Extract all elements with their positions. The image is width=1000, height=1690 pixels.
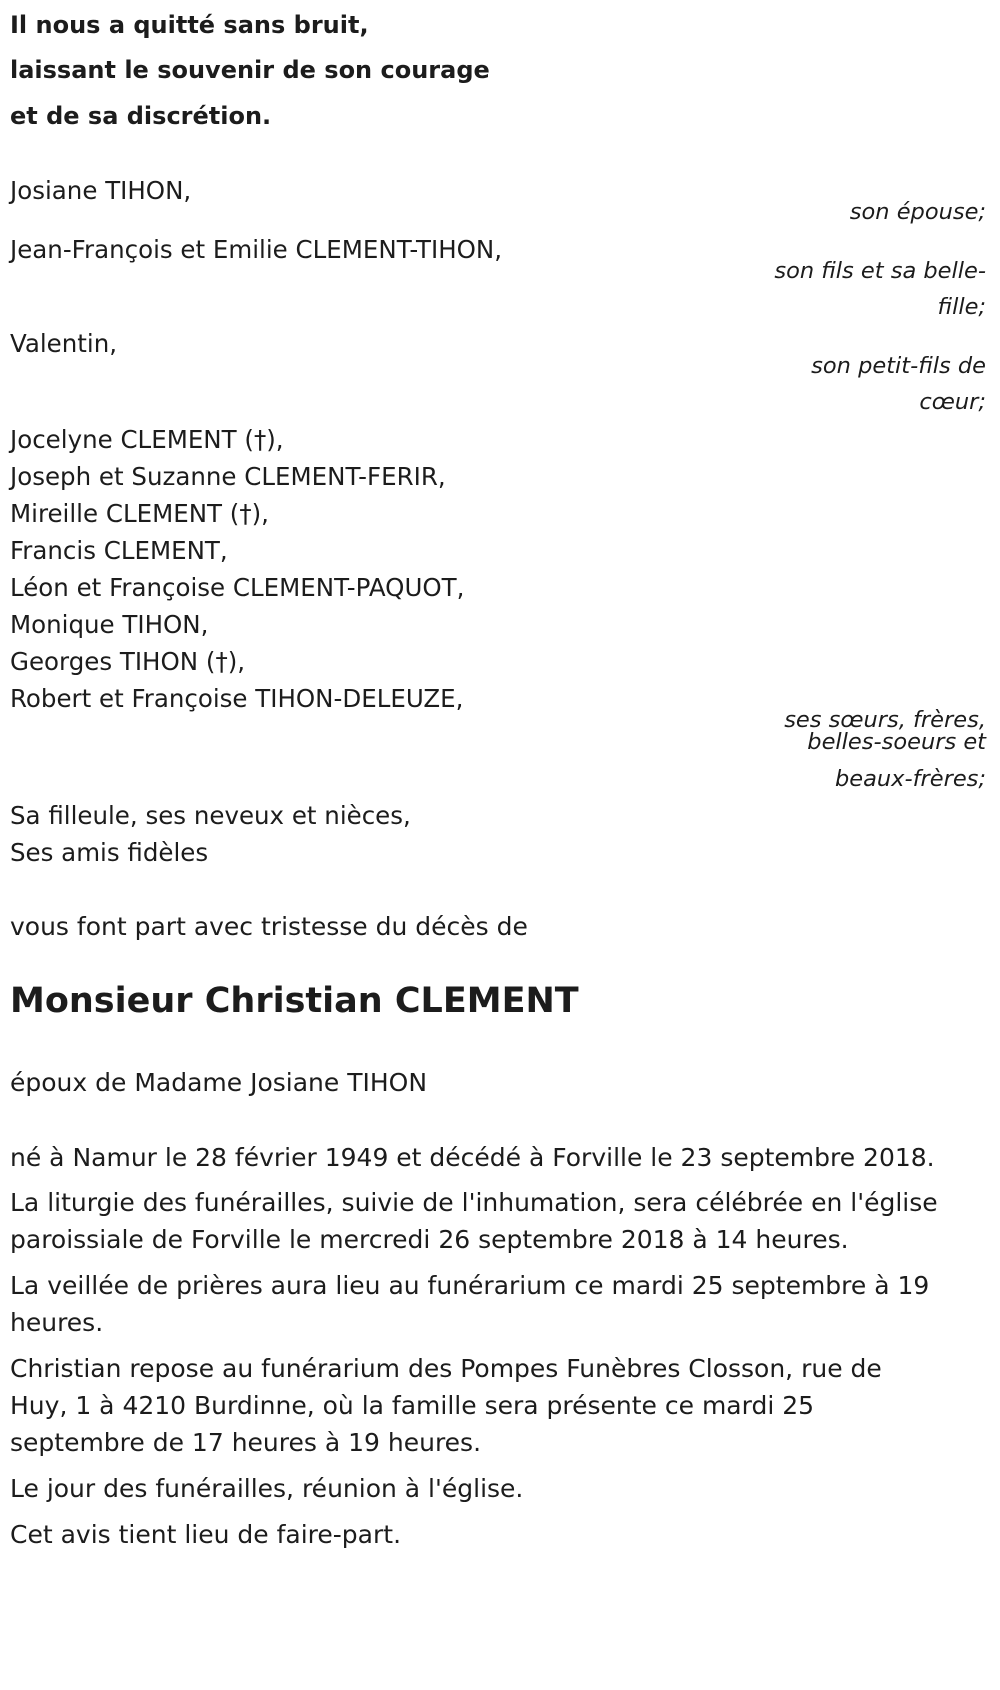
relationship-label: son petit-fils de [811,353,986,379]
announcement-text: vous font part avec tristesse du décès de [10,912,528,941]
sibling-name: Francis CLEMENT, [10,536,228,565]
sibling-name: Joseph et Suzanne CLEMENT-FERIR, [10,462,446,491]
sibling-name: Robert et Françoise TIHON-DELEUZE, [10,684,464,713]
epigraph-line: et de sa discrétion. [10,102,272,130]
deceased-name: Monsieur Christian CLEMENT [10,981,579,1021]
sibling-name: Georges TIHON (†), [10,647,246,676]
relationship-label: fille; [937,294,986,320]
details-line: heures. [10,1308,104,1337]
relationship-label: son fils et sa belle- [774,258,986,284]
relationship-label: son épouse; [849,199,986,225]
family-member-name: Sa filleule, ses neveux et nièces, [10,801,411,830]
details-line: Cet avis tient lieu de faire-part. [10,1520,402,1549]
epigraph-line: laissant le souvenir de son courage [10,56,490,84]
details-line: septembre de 17 heures à 19 heures. [10,1428,482,1457]
details-line: La veillée de prières aura lieu au funérarium ce mardi 25 septembre à 19 [10,1271,930,1300]
family-member-name: Jean-François et Emilie CLEMENT-TIHON, [10,235,503,264]
spouse-line: époux de Madame Josiane TIHON [10,1068,428,1097]
family-member-name: Valentin, [10,329,118,358]
details-line: La liturgie des funérailles, suivie de l'inhumation, sera célébrée en l'église [10,1188,938,1217]
family-member-name: Ses amis fidèles [10,838,209,867]
epigraph-line: Il nous a quitté sans bruit, [10,11,369,39]
details-line: paroissiale de Forville le mercredi 26 septembre 2018 à 14 heures. [10,1225,849,1254]
details-line: né à Namur le 28 février 1949 et décédé à Forville le 23 septembre 2018. [10,1143,935,1172]
family-member-name: Josiane TIHON, [10,176,192,205]
details-line: Christian repose au funérarium des Pompes Funèbres Closson, rue de [10,1354,882,1383]
details-line: Huy, 1 à 4210 Burdinne, où la famille sera présente ce mardi 25 [10,1391,815,1420]
relationship-label: cœur; [919,389,986,415]
sibling-name: Monique TIHON, [10,610,209,639]
sibling-name: Léon et Françoise CLEMENT-PAQUOT, [10,573,465,602]
sibling-name: Jocelyne CLEMENT (†), [10,425,284,454]
relationship-label: beaux-frères; [834,766,986,792]
relationship-label: ses sœurs, frères, [784,707,986,733]
relationship-label: belles-soeurs et [807,729,986,755]
details-line: Le jour des funérailles, réunion à l'église. [10,1474,524,1503]
sibling-name: Mireille CLEMENT (†), [10,499,269,528]
